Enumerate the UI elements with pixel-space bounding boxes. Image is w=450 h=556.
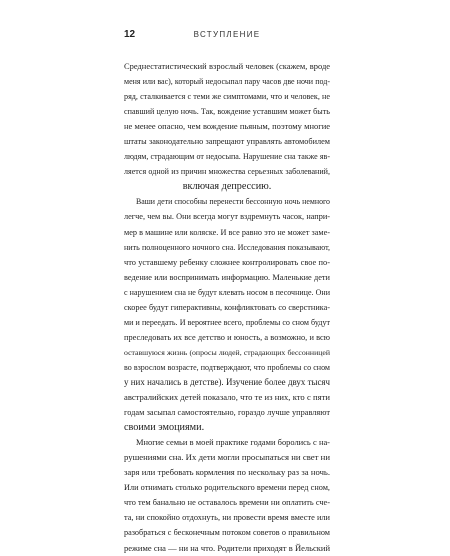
text-line: Ваши дети способны перенести бессонную ночь немного [136, 197, 330, 207]
text-line: Или отнимать столько родительского времени перед сном, [124, 483, 330, 493]
text-line: ряд, сталкивается с теми же симптомами, что и человек, не [124, 92, 330, 102]
text-line: что уставшему ребенку сложнее контролировать свое по- [124, 257, 330, 267]
text-line: оставшуюся жизнь (опросы людей, страдающих бессонницей [124, 347, 330, 357]
text-line: людям, страдающим от недосыпа. Нарушение сна также яв- [124, 152, 330, 162]
text-line: скорее будут гиперактивны, конфликтовать со сверстника- [124, 302, 330, 312]
text-line: во взрослом возрасте, подтверждают, что проблемы со сном [124, 362, 330, 372]
text-line: у них начались в детстве). Изучение более двух тысяч [124, 376, 330, 387]
running-head: ВСТУПЛЕНИЕ [193, 30, 261, 39]
text-line: меня или вас), который недосыпал пару часов две ночи под- [124, 77, 330, 87]
page-header [124, 29, 330, 43]
text-line: с нарушением сна не будут клевать носом в песочнице. Они [124, 287, 330, 297]
text-line: преследовать их все детство и юность, а возможно, и всю [124, 332, 330, 342]
text-line: годам засыпал самостоятельно, гораздо лучше управляют [124, 408, 330, 418]
text-line: ляется одной из причин множества серьезных заболеваний, [124, 167, 330, 177]
text-line: своими эмоциями. [124, 422, 205, 434]
text-line: ведение или воспринимать информацию. Маленькие дети [124, 272, 330, 282]
text-line: включая депрессию. [182, 181, 272, 193]
text-line: австралийских детей показало, что те из них, кто с пяти [124, 392, 330, 403]
text-line: нить полноценного ночного сна. Исследования показывают, [124, 242, 330, 252]
text-line: та, ни спокойно отдохнуть, ни провести время вместе или [124, 513, 330, 523]
text-line: заря или требовать кормления по нескольку раз за ночь. [124, 467, 330, 478]
page-number: 12 [124, 29, 136, 40]
text-line: штаты законодательно запрещают управлять автомобилем [124, 137, 330, 147]
text-line: Среднестатистический взрослый человек (скажем, вроде [124, 61, 330, 71]
text-line: не менее опасно, чем вождение пьяным, поэтому многие [124, 121, 330, 132]
text-line: мер в машине или коляске. И все равно это не может заме- [124, 227, 330, 237]
paragraph-2 [124, 194, 330, 435]
text-line: Многие семьи в моей практике годами боролись с на- [136, 437, 330, 448]
paragraph-3 [124, 435, 330, 555]
text-line: легче, чем вы. Они всегда могут вздремнуть часок, напри- [124, 212, 330, 222]
paragraph-1 [124, 59, 330, 194]
text-line: спавший целую ночь. Так, вождение уставшим может быть [124, 107, 330, 117]
text-line: разобраться с бесконечным потоком советов о правильном [124, 528, 330, 538]
body-text [124, 59, 330, 556]
text-line: рушениями сна. Их дети могли просыпаться ни свет ни [124, 452, 330, 463]
text-line: ми и переедать. И вероятнее всего, проблемы со сном будут [124, 317, 330, 327]
text-line: что тем банально не оставалось времени ни оплатить сче- [124, 498, 330, 508]
text-line: режиме сна — ни на что. Родители приходят в Йельский [124, 542, 330, 553]
